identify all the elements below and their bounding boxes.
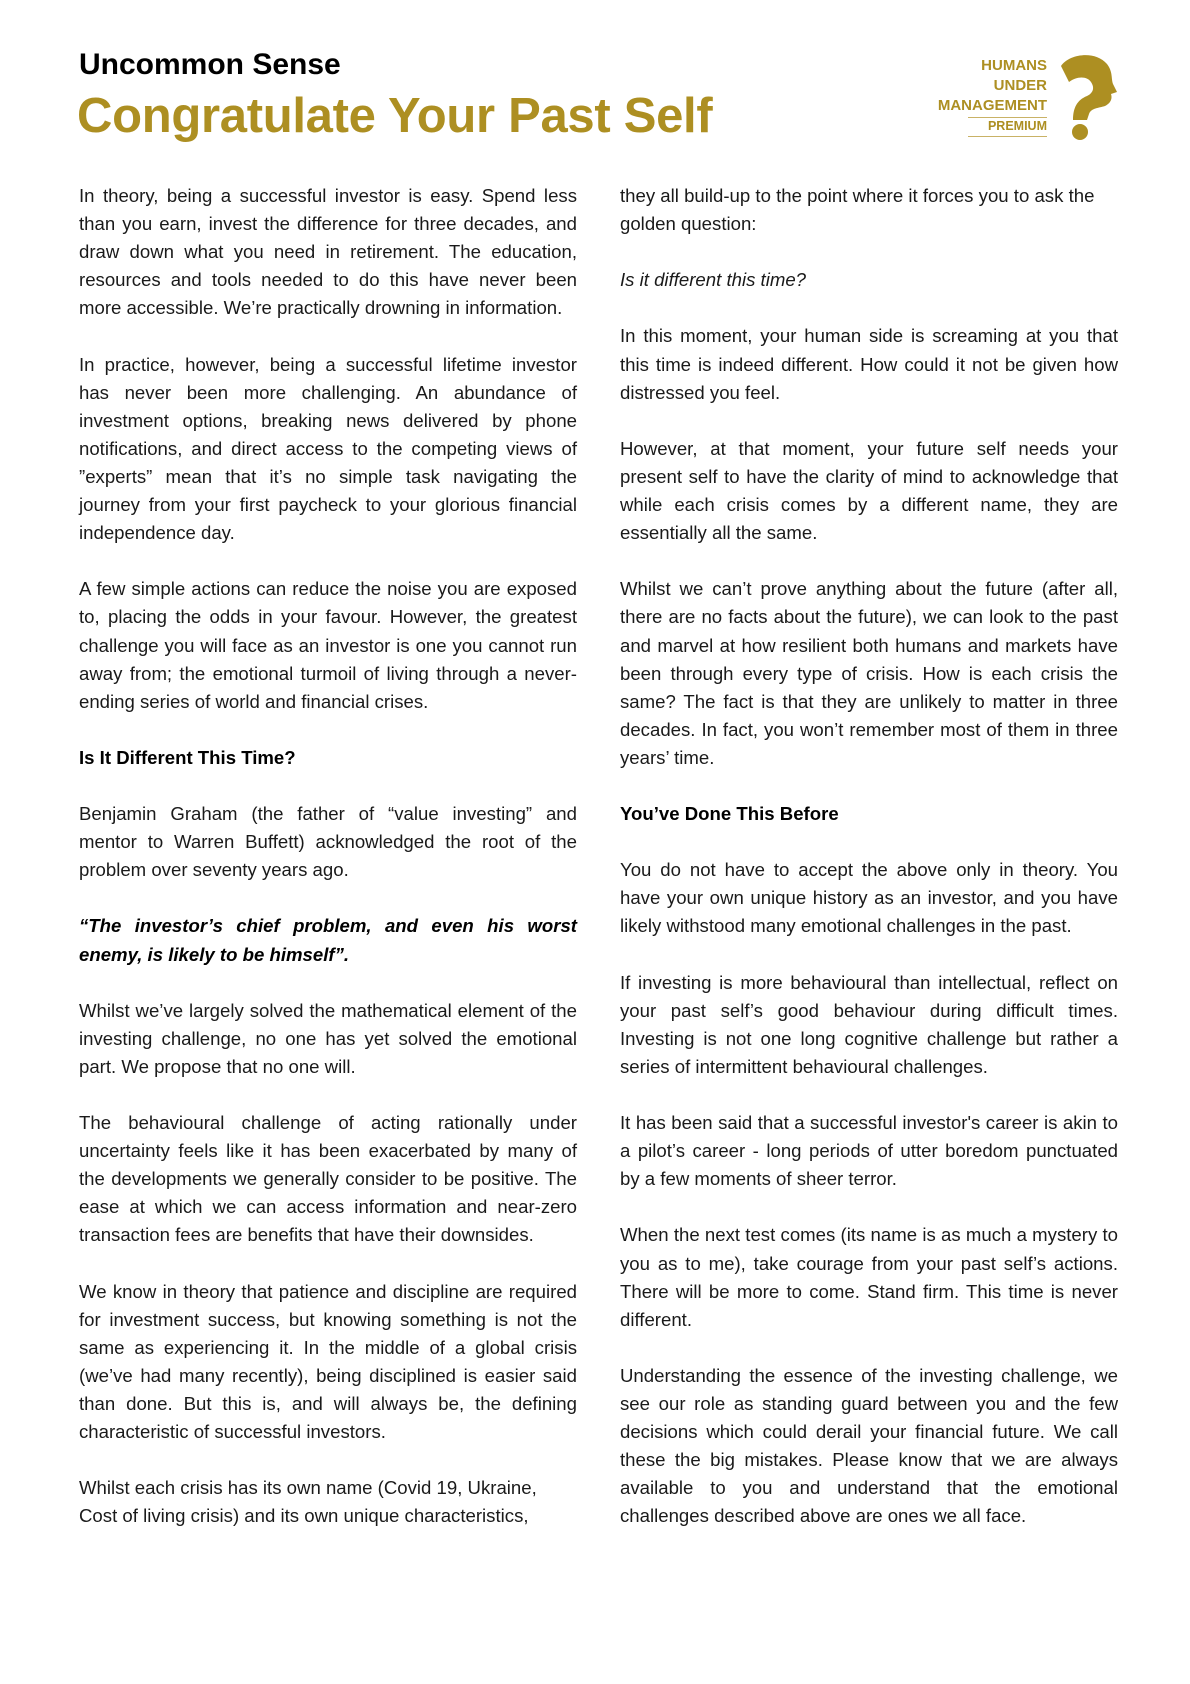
- paragraph: You do not have to accept the above only in theory. You have your own unique history as an investor, and you have likely withstood many emotional challenges in the past.: [620, 859, 1118, 937]
- column-left: [79, 182, 577, 1559]
- paragraph: Whilst we can’t prove anything about the future (after all, there are no facts about the future), we can look to the past and marvel at how resilient both humans and markets have been through every type of crisis. How is each crisis the same? The fact is that they are unlikely to matter in three decades. In fact, you won’t remember most of them in three years’ time.: [620, 578, 1118, 768]
- article-title: Congratulate Your Past Self: [77, 89, 713, 143]
- paragraph: However, at that moment, your future self needs your present self to have the clarity of mind to acknowledge that while each crisis comes by a different name, they are essentially all the same.: [620, 437, 1118, 544]
- paragraph: Whilst each crisis has its own name (Covid 19, Ukraine, Cost of living crisis) and its own unique characteristics,: [79, 1477, 537, 1527]
- logo-line: MANAGEMENT: [937, 97, 1047, 114]
- paragraph: In this moment, your human side is screaming at you that this time is indeed different. How could it not be given how distressed you feel.: [620, 325, 1118, 403]
- paragraph: In theory, being a successful investor is easy. Spend less than you earn, invest the difference for three decades, and draw down what you need in retirement. The education, resources and tools needed to do this have never been more accessible. We’re practically drowning in information.: [79, 185, 577, 319]
- paragraph: The behavioural challenge of acting rationally under uncertainty feels like it has been exacerbated by many of the developments we generally consider to be positive. The ease at which we can access information and near-zero transaction fees are benefits that have their downsides.: [79, 1112, 577, 1246]
- paragraph: In practice, however, being a successful lifetime investor has never been more challenging. An abundance of investment options, breaking news delivered by phone notifications, and direct access to the competing views of ”experts” mean that it’s no simple task navigating the journey from your first paycheck to your glorious financial independence day.: [79, 353, 577, 544]
- column-right: [620, 182, 1118, 1559]
- paragraph: Whilst we’ve largely solved the mathematical element of the investing challenge, no one has yet solved the emotional part. We propose that no one will.: [79, 999, 577, 1077]
- paragraph: We know in theory that patience and discipline are required for investment success, but knowing something is not the same as experiencing it. In the middle of a global crisis (we’ve had many recently), being disciplined is easier said than done. But this is, and will always be, the defining characteristic of successful investors.: [79, 1280, 577, 1443]
- paragraph: A few simple actions can reduce the noise you are exposed to, placing the odds in your favour. However, the greatest challenge you will face as an investor is one you cannot run away from; the emotional turmoil of living through a never-ending series of world and financial crises.: [79, 578, 577, 712]
- logo-line: HUMANS: [981, 57, 1047, 74]
- pull-quote: “The investor’s chief problem, and even his worst enemy, is likely to be himself”.: [79, 915, 577, 965]
- paragraph: If investing is more behavioural than intellectual, reflect on your past self’s good behaviour during difficult times. Investing is not one long cognitive challenge but rather a series of intermittent behavioural challenges.: [620, 971, 1118, 1077]
- logo-line: UNDER: [993, 77, 1047, 94]
- question-head-icon: [1055, 52, 1117, 140]
- paragraph: It has been said that a successful investor's career is akin to a pilot’s career - long periods of utter boredom punctuated by a few moments of sheer terror.: [620, 1112, 1118, 1190]
- logo-premium: PREMIUM: [968, 117, 1047, 137]
- humans-under-management-logo: [925, 52, 1125, 142]
- paragraph: they all build-up to the point where it forces you to ask the golden question:: [620, 185, 1095, 235]
- paragraph: Understanding the essence of the investing challenge, we see our role as standing guard between you and the few decisions which could derail your financial future. We call these the big mistakes. Please know that we are always available to you and understand that the emotional challenges described above are ones we all face.: [620, 1364, 1118, 1527]
- section-heading: Is It Different This Time?: [79, 746, 296, 768]
- series-name: Uncommon Sense: [79, 48, 341, 81]
- paragraph: Benjamin Graham (the father of “value investing” and mentor to Warren Buffett) acknowledged the root of the problem over seventy years ago.: [79, 803, 577, 881]
- question-line: Is it different this time?: [620, 269, 807, 291]
- paragraph: When the next test comes (its name is as much a mystery to you as to me), take courage from your past self’s actions. There will be more to come. Stand firm. This time is never different.: [620, 1224, 1118, 1330]
- section-heading: You’ve Done This Before: [620, 803, 839, 825]
